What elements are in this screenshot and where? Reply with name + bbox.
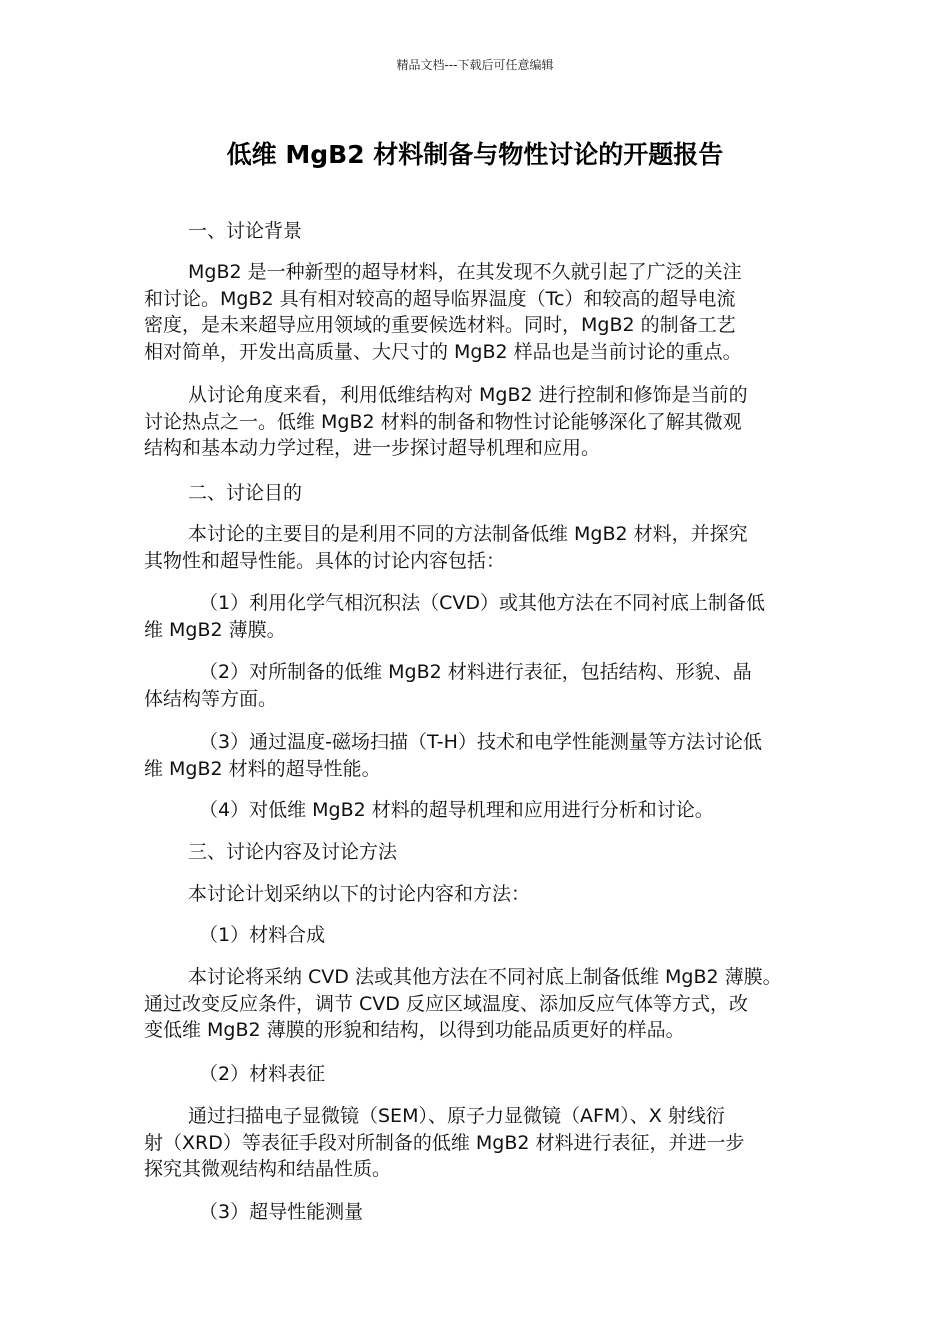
method-heading-synthesis xyxy=(144,922,824,949)
paragraph-methods-intro xyxy=(144,881,824,908)
purpose-item-3 xyxy=(144,729,824,782)
method-heading-measurement xyxy=(144,1199,824,1226)
page-header: 精品文档---下载后可任意编辑 xyxy=(396,58,554,72)
paragraph-synthesis xyxy=(144,964,824,1044)
purpose-item-4 xyxy=(144,797,824,824)
text-line: 讨论热点之一。低维 MgB2 材料的制备和物性讨论能够深化了解其微观 xyxy=(144,410,742,433)
text-line: 和讨论。MgB2 具有相对较高的超导临界温度（Tc）和较高的超导电流 xyxy=(144,287,736,310)
text-line: 本讨论将采纳 CVD 法或其他方法在不同衬底上制备低维 MgB2 薄膜。 xyxy=(188,966,782,988)
text-line: 结构和基本动力学过程，进一步探讨超导机理和应用。 xyxy=(144,437,601,459)
text-line: 相对简单，开发出高质量、大尺寸的 MgB2 样品也是当前讨论的重点。 xyxy=(144,340,742,363)
purpose-item-1 xyxy=(144,590,824,643)
section-heading-methods xyxy=(144,839,824,866)
text-line: MgB2 是一种新型的超导材料，在其发现不久就引起了广泛的关注 xyxy=(188,261,742,283)
text-line: （2）对所制备的低维 MgB2 材料进行表征，包括结构、形貌、晶 xyxy=(199,661,752,683)
text-line: （4）对低维 MgB2 材料的超导机理和应用进行分析和讨论。 xyxy=(199,799,714,821)
text-line: 本讨论计划采纳以下的讨论内容和方法： xyxy=(188,883,531,905)
text-line: 变低维 MgB2 薄膜的形貌和结构，以得到功能品质更好的样品。 xyxy=(144,1019,685,1041)
text-line: 三、讨论内容及讨论方法 xyxy=(188,841,398,863)
text-line: （2）材料表征 xyxy=(199,1063,326,1085)
text-line: 通过改变反应条件，调节 CVD 反应区域温度、添加反应气体等方式，改 xyxy=(144,992,748,1015)
text-line: 通过扫描电子显微镜（SEM）、原子力显微镜（AFM）、X 射线衍 xyxy=(188,1105,725,1127)
text-line: 其物性和超导性能。具体的讨论内容包括： xyxy=(144,549,506,572)
method-heading-characterization xyxy=(144,1061,824,1088)
text-line: 体结构等方面。 xyxy=(144,687,278,710)
text-line: （3）超导性能测量 xyxy=(199,1201,364,1223)
text-line: （1）材料合成 xyxy=(199,924,326,946)
text-line: 维 MgB2 材料的超导性能。 xyxy=(144,757,381,780)
text-line: 探究其微观结构和结晶性质。 xyxy=(144,1158,392,1180)
text-line: （3）通过温度-磁场扫描（T-H）技术和电学性能测量等方法讨论低 xyxy=(199,731,762,753)
section-heading-background xyxy=(144,218,824,245)
text-line: 二、讨论目的 xyxy=(188,482,303,504)
paragraph-background-2 xyxy=(144,382,824,462)
paragraph-characterization xyxy=(144,1103,824,1183)
text-line: （1）利用化学气相沉积法（CVD）或其他方法在不同衬底上制备低 xyxy=(199,592,765,614)
purpose-item-2 xyxy=(144,659,824,712)
text-line: 射（XRD）等表征手段对所制备的低维 MgB2 材料进行表征，并进一步 xyxy=(144,1131,745,1154)
document-title: 低维 MgB2 材料制备与物性讨论的开题报告 xyxy=(226,140,724,169)
text-line: 本讨论的主要目的是利用不同的方法制备低维 MgB2 材料，并探究 xyxy=(188,523,748,545)
paragraph-background-1 xyxy=(144,259,824,365)
paragraph-purpose xyxy=(144,521,824,574)
text-line: 一、讨论背景 xyxy=(188,220,303,242)
text-line: 从讨论角度来看，利用低维结构对 MgB2 进行控制和修饰是当前的 xyxy=(188,384,748,406)
text-line: 密度，是未来超导应用领域的重要候选材料。同时，MgB2 的制备工艺 xyxy=(144,314,736,336)
text-line: 维 MgB2 薄膜。 xyxy=(144,618,286,641)
section-heading-purpose xyxy=(144,480,824,507)
